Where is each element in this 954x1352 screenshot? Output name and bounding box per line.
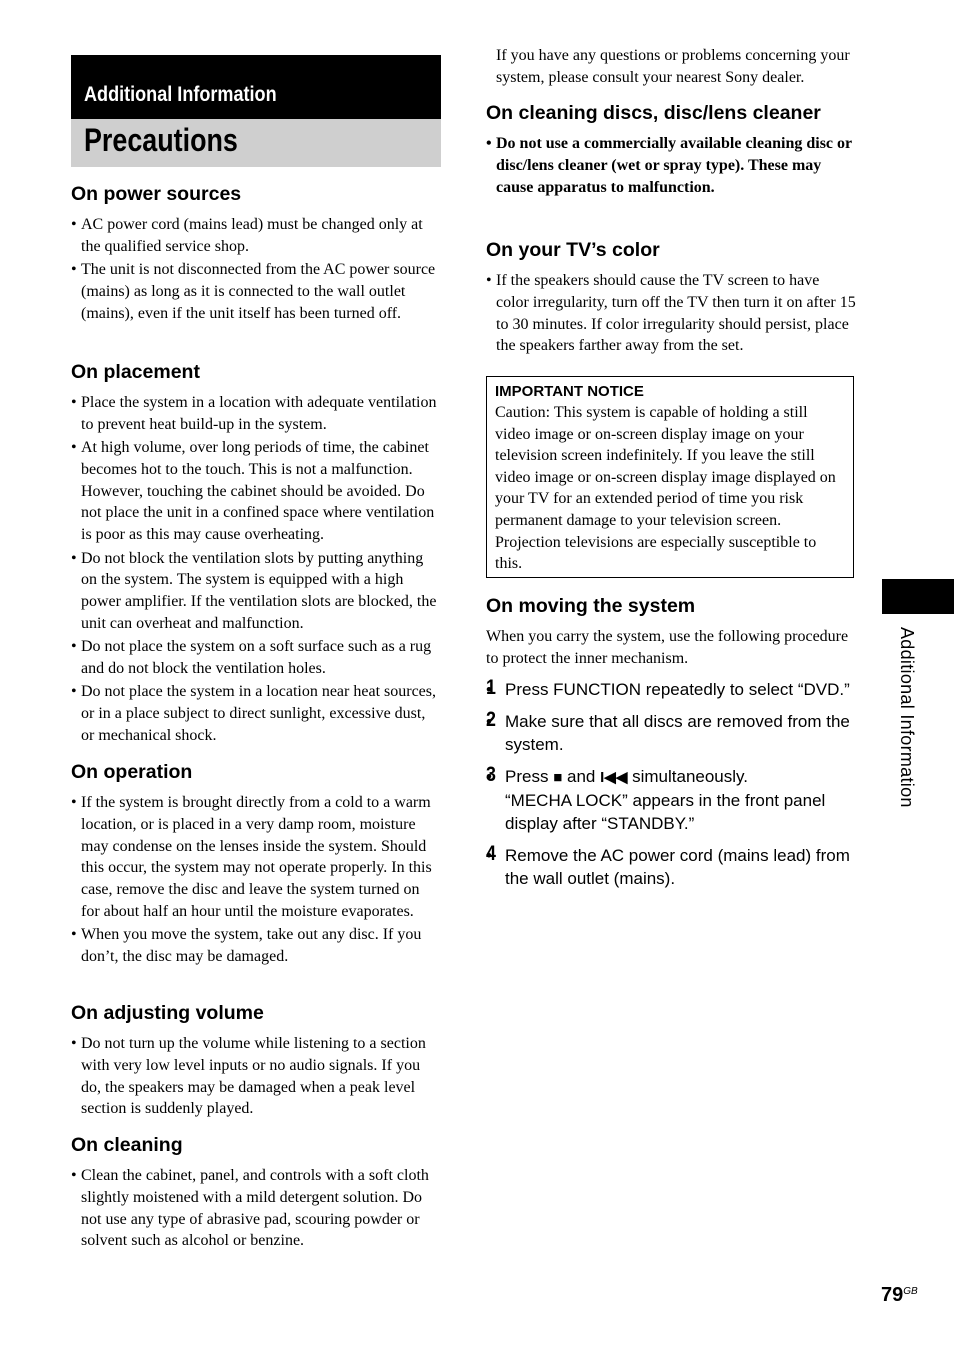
section-heading: On your TV’s color (486, 239, 660, 261)
step-number: • 2 (486, 707, 496, 731)
title-bar (71, 119, 441, 167)
list-item: • If the speakers should cause the TV screen to have color irregularity, turn off the TV then turn it on after 15 to 30 minutes. If color irregularity should persist, place the speakers farther away from the set. (486, 270, 856, 357)
step-number: • 3 (486, 762, 496, 786)
section-power-sources (71, 181, 441, 326)
section-adjusting-volume (71, 1000, 441, 1122)
step-number: • 4 (486, 841, 496, 865)
notice-body: Caution: This system is capable of holding a still video image or on-screen display image on your television screen indefinitely. If you leave the still video image or on-screen display image displayed on your TV for an extended period of time you risk permanent damage to your television screen. Projection televisions are especially susceptible to this. (495, 404, 836, 573)
section-heading: On cleaning (71, 1134, 183, 1156)
previous-track-icon: I◀◀ (600, 768, 628, 786)
step-text: Remove the AC power cord (mains lead) from the wall outlet (mains). (505, 845, 850, 888)
step-number: • 1 (486, 675, 496, 699)
list-item: • AC power cord (mains lead) must be changed only at the qualified service shop. (71, 214, 441, 258)
intro-paragraph: If you have any questions or problems concerning your system, please consult your nearest Sony dealer. (496, 47, 850, 86)
list-item: • Do not turn up the volume while listening to a section with very low level inputs or no audio signals. If you do, the speakers may be damaged when a peak level section is suddenly played. (71, 1033, 441, 1120)
section-tv-color (486, 237, 856, 359)
section-cleaning (71, 1132, 441, 1254)
step-text: simultaneously. (632, 766, 748, 786)
side-tab-label: Additional Information (897, 627, 917, 808)
step-text: Press (505, 766, 549, 786)
list-item: • At high volume, over long periods of time, the cabinet becomes hot to the touch. This is not a malfunction. However, touching the cabinet should be avoided. Do not place the unit in a confined space where ventilation is poor as this may cause overheating. (71, 437, 441, 546)
page-number-suffix: GB (903, 1286, 918, 1297)
step-text: “MECHA LOCK” appears in the front panel display after “STANDBY.” (505, 790, 826, 833)
category-label: Additional Information (84, 83, 277, 106)
list-item: • Do not use a commercially available cleaning disc or disc/lens cleaner (wet or spray type). These may cause apparatus to malfunction. (486, 133, 856, 198)
moving-intro: When you carry the system, use the following procedure to protect the inner mechanism. (486, 628, 849, 667)
list-item: • Place the system in a location with adequate ventilation to prevent heat build-up in the system. (71, 392, 441, 436)
list-item: • Clean the cabinet, panel, and controls with a soft cloth slightly moistened with a mild detergent solution. Do not use any type of abrasive pad, scouring powder or solvent such as alcohol or benzine. (71, 1165, 441, 1252)
section-heading: On placement (71, 361, 200, 383)
section-moving-system (486, 593, 856, 891)
section-operation (71, 759, 441, 969)
step-text: Make sure that all discs are removed from the system. (505, 711, 850, 754)
list-item: • Do not place the system on a soft surface such as a rug and do not block the ventilation holes. (71, 636, 441, 680)
category-bar (71, 55, 441, 119)
step-text: Press FUNCTION repeatedly to select “DVD.” (505, 679, 850, 699)
page-number-value: 79 (881, 1284, 904, 1306)
page-title: Precautions (84, 122, 238, 158)
page-number (881, 1284, 918, 1307)
step-item (486, 707, 856, 756)
step-text: and (567, 766, 596, 786)
section-cleaning-discs (486, 100, 856, 200)
step-item (486, 841, 856, 890)
section-heading: On moving the system (486, 595, 696, 617)
section-heading: On power sources (71, 183, 242, 205)
list-item: • The unit is not disconnected from the AC power source (mains) as long as it is connected to the wall outlet (mains), even if the unit itself has been turned off. (71, 259, 441, 324)
important-notice-box (486, 376, 854, 578)
section-heading: On operation (71, 761, 193, 783)
side-tab-marker (882, 579, 954, 614)
list-item: • Do not place the system in a location near heat sources, or in a place subject to direct sunlight, excessive dust, or mechanical shock. (71, 681, 441, 746)
list-item: • If the system is brought directly from a cold to a warm location, or is placed in a very damp room, moisture may condense on the lenses inside the system. Should this occur, the system may not operate properly. In this case, remove the disc and leave the system turned on for about half an hour until the moisture evaporates. (71, 792, 441, 923)
intro-paragraph-block (496, 45, 858, 89)
step-item (486, 762, 856, 835)
list-item: • Do not block the ventilation slots by putting anything on the system. The system is equipped with a high power amplifier. If the ventilation slots are blocked, the unit can overheat and malfunction. (71, 548, 441, 635)
list-item: • When you move the system, take out any disc. If you don’t, the disc may be damaged. (71, 924, 441, 968)
section-heading: On cleaning discs, disc/lens cleaner (486, 102, 821, 124)
steps-list (486, 675, 856, 890)
stop-icon: ■ (553, 768, 563, 786)
notice-title: IMPORTANT NOTICE (495, 383, 644, 400)
section-placement (71, 359, 441, 748)
step-item (486, 675, 856, 701)
section-heading: On adjusting volume (71, 1002, 264, 1024)
